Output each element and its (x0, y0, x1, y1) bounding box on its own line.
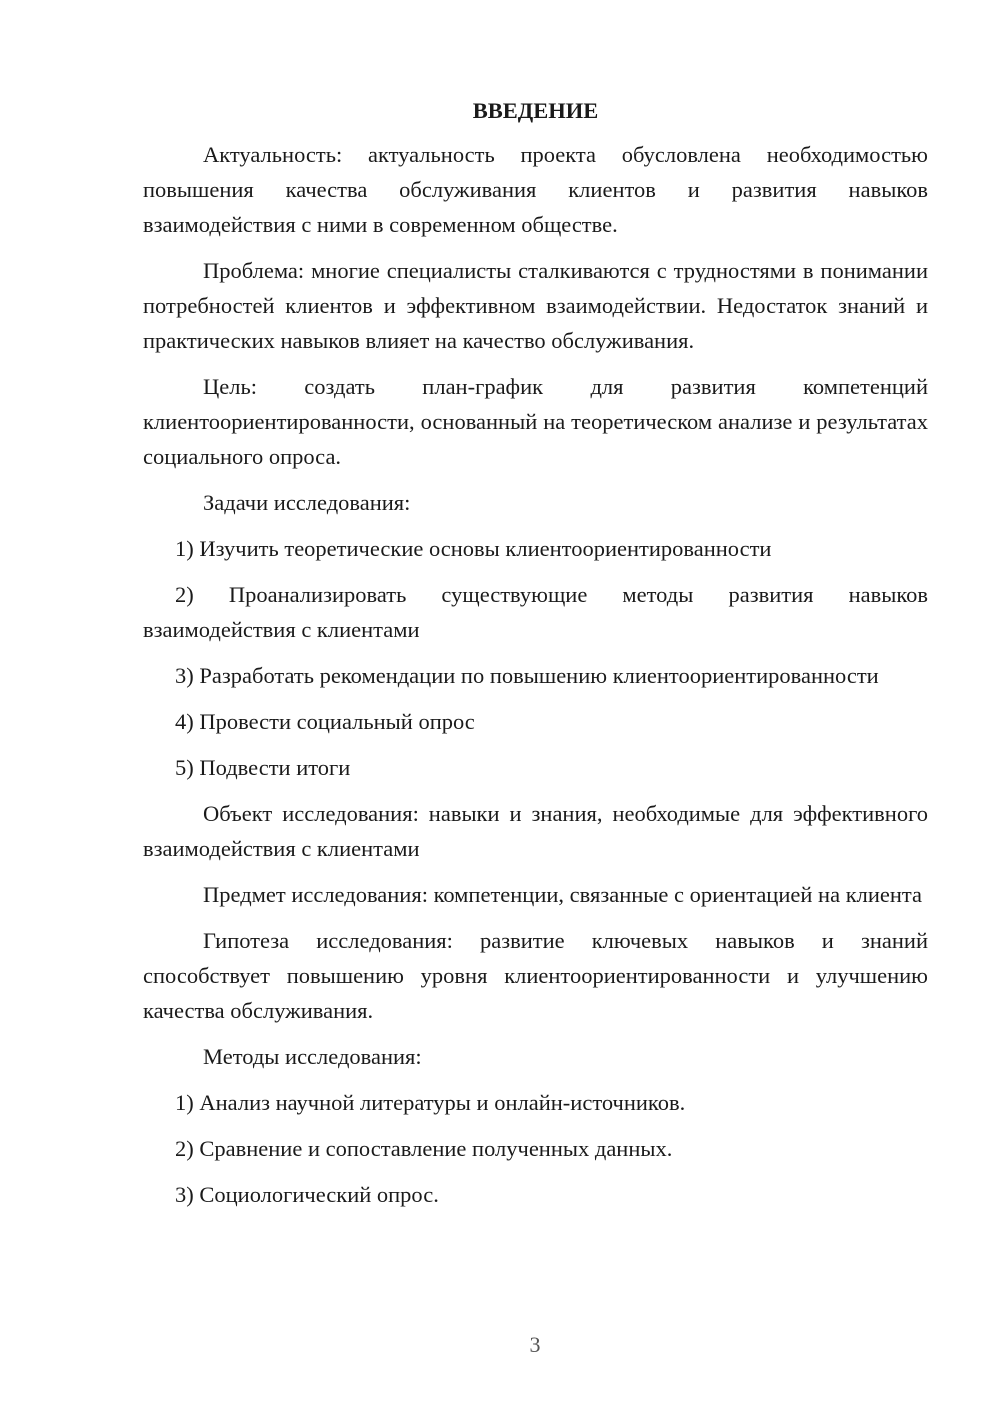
relevance-paragraph: Актуальность: актуальность проекта обусловлена необходимостью повышения качества обслуживания клиентов и развития навыков взаимодействия с ними в современном обществе. (143, 142, 928, 237)
object-paragraph: Объект исследования: навыки и знания, необходимые для эффективного взаимодействия с клиентами (143, 801, 928, 861)
task-item: 1) Изучить теоретические основы клиентоориентированности (175, 536, 772, 561)
method-item: 3) Социологический опрос. (175, 1182, 439, 1207)
subject-paragraph: Предмет исследования: компетенции, связанные с ориентацией на клиента (203, 882, 923, 907)
document-page (143, 95, 928, 1223)
method-item: 2) Сравнение и сопоставление полученных данных. (175, 1136, 673, 1161)
tasks-heading: Задачи исследования: (203, 490, 411, 515)
method-item: 1) Анализ научной литературы и онлайн-источников. (175, 1090, 686, 1115)
problem-paragraph: Проблема: многие специалисты сталкиваются с трудностями в понимании потребностей клиентов и эффективном взаимодействии. Недостаток знаний и практических навыков влияет на качество обслуживания. (143, 258, 928, 353)
task-item: 4) Провести социальный опрос (175, 709, 475, 734)
hypothesis-paragraph: Гипотеза исследования: развитие ключевых навыков и знаний способствует повышению уровня клиентоориентированности и улучшению качества обслуживания. (143, 928, 928, 1023)
methods-heading: Методы исследования: (203, 1044, 422, 1069)
task-item: 5) Подвести итоги (175, 755, 351, 780)
page-number: 3 (529, 1332, 541, 1357)
task-item: 2) Проанализировать существующие методы развития навыков взаимодействия с клиентами (143, 582, 928, 642)
page-title: ВВЕДЕНИЕ (472, 98, 599, 123)
goal-paragraph: Цель: создать план-график для развития компетенций клиентоориентированности, основанный на теоретическом анализе и результатах социального опроса. (143, 374, 928, 469)
task-item: 3) Разработать рекомендации по повышению клиентоориентированности (175, 663, 879, 688)
